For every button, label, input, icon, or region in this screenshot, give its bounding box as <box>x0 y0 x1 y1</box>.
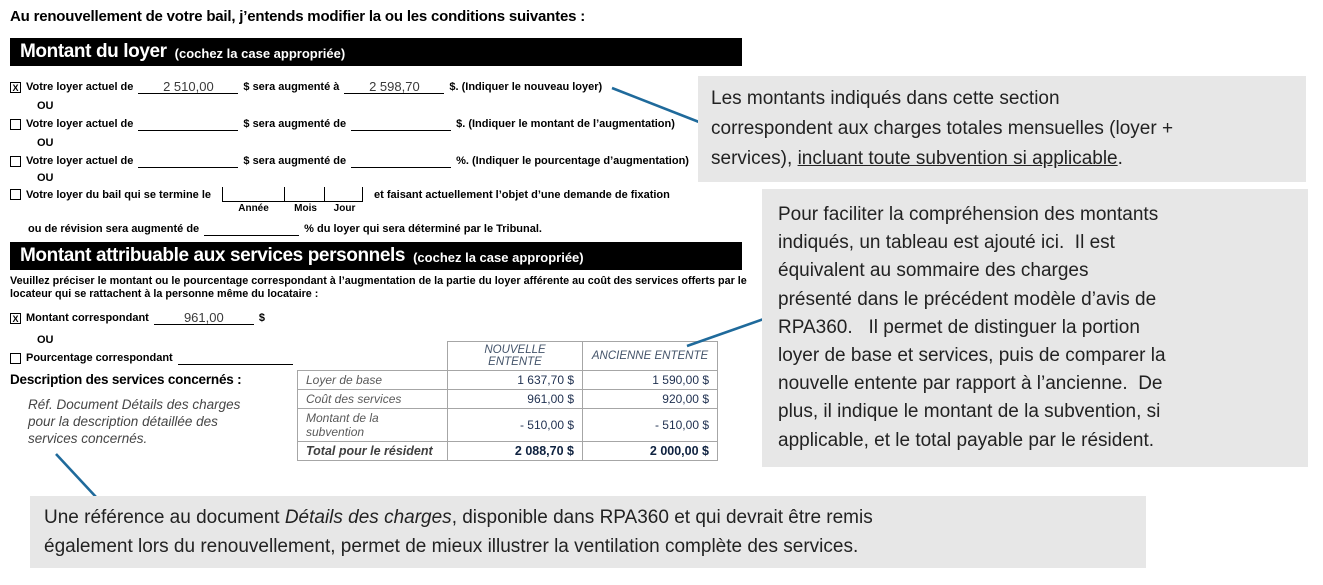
callout-text: . <box>1117 148 1123 169</box>
row1-pre-label: Votre loyer actuel de <box>26 81 134 93</box>
or-separator: OU <box>37 334 54 346</box>
row2-mid-label: $ sera augmenté de <box>243 118 347 130</box>
section1-title: Montant du loyer <box>20 41 167 62</box>
callout-line: Les montants indiqués dans cette section <box>711 88 1060 109</box>
table-row <box>298 409 718 442</box>
date-bracket[interactable] <box>222 187 363 202</box>
row3-pre-label: Votre loyer actuel de <box>26 155 134 167</box>
checkbox-services-amount[interactable]: X <box>10 313 21 324</box>
services-percent-label: Pourcentage correspondant <box>26 352 173 364</box>
callout-line: indiqués, un tableau est ajouté ici. Il est <box>778 232 1115 254</box>
checkbox-rent-increase-amount[interactable] <box>10 119 21 130</box>
callout-line: correspondent aux charges totales mensuelles (loyer + <box>711 118 1174 139</box>
callout-reference-details-charges <box>30 496 1146 568</box>
callout-line <box>711 144 1293 174</box>
callout-line: plus, il indique le montant de la subvention, si <box>778 401 1161 423</box>
checkbox-services-percent[interactable] <box>10 353 21 364</box>
callout-tableau-explication <box>762 189 1308 467</box>
date-label-month: Mois <box>294 203 317 214</box>
date-labels <box>222 203 363 214</box>
date-segment-day[interactable] <box>325 187 361 201</box>
row2-pre-label: Votre loyer actuel de <box>26 118 134 130</box>
callout-line: loyer de base et services, puis de comparer la <box>778 345 1166 367</box>
rent-option-row-new-amount <box>10 80 602 94</box>
cout-des-services-nouvelle: 961,00 $ <box>448 390 583 409</box>
document-intro-title: Au renouvellement de votre bail, j’entends modifier la ou les conditions suivantes : <box>10 8 585 25</box>
charges-comparison-table <box>297 341 718 461</box>
callout-underlined-text: incluant toute subvention si applicable <box>797 148 1118 169</box>
callout-line: présenté dans le précédent modèle d’avis de <box>778 288 1157 310</box>
subvention-ancienne: - 510,00 $ <box>583 409 718 442</box>
date-label-year: Année <box>238 203 269 214</box>
cout-des-services-ancienne: 920,00 $ <box>583 390 718 409</box>
table-header-row <box>298 342 718 371</box>
callout-line: Pour faciliter la compréhension des montants <box>778 204 1159 225</box>
or-separator: OU <box>37 100 54 112</box>
row2-post-label: $. (Indiquer le montant de l’augmentation) <box>456 118 675 130</box>
section2-instructions: Veuillez préciser le montant ou le pourcentage correspondant à l’augmentation de la partie du loyer afférente au coût des services offerts par le locateur qui se rattachent à la personne même du locataire : <box>10 275 747 300</box>
lease-end-date-field[interactable] <box>222 187 363 214</box>
current-rent-field-3[interactable] <box>138 154 238 168</box>
row4b-post-label: % du loyer qui sera déterminé par le Tribunal. <box>304 223 542 235</box>
checkbox-rent-increase-percent[interactable] <box>10 156 21 167</box>
row4-post-label: et faisant actuellement l’objet d’une demande de fixation <box>374 189 670 201</box>
section-header-montant-du-loyer <box>10 38 742 66</box>
services-percent-field[interactable] <box>178 351 293 365</box>
row4b-pre-label: ou de révision sera augmenté de <box>28 223 200 235</box>
increase-amount-field[interactable] <box>351 117 451 131</box>
loyer-de-base-ancienne: 1 590,00 $ <box>583 371 718 390</box>
callout-line: nouvelle entente par rapport à l’ancienne. De <box>778 373 1163 395</box>
row1-post-label: $. (Indiquer le nouveau loyer) <box>449 81 603 93</box>
callout-montants-section <box>698 76 1306 182</box>
services-amount-row <box>10 311 265 325</box>
row3-mid-label: $ sera augmenté de <box>243 155 347 167</box>
services-amount-field[interactable]: 961,00 <box>154 311 254 325</box>
row-label-loyer-de-base: Loyer de base <box>298 371 448 390</box>
callout-text: , disponible dans RPA360 et qui devrait être remis <box>451 507 873 528</box>
callout-line: également lors du renouvellement, permet de mieux illustrer la ventilation complète des services. <box>44 536 859 557</box>
current-rent-field[interactable]: 2 510,00 <box>138 80 238 94</box>
services-amount-label: Montant correspondant <box>26 312 149 324</box>
rent-option-row-increase-amount <box>10 117 675 131</box>
services-description-heading: Description des services concernés : <box>10 372 242 387</box>
increase-percent-field[interactable] <box>351 154 451 168</box>
checkbox-rent-fixation[interactable] <box>10 189 21 200</box>
table-header-nouvelle-entente: NOUVELLE ENTENTE <box>448 342 583 371</box>
loyer-de-base-nouvelle: 1 637,70 $ <box>448 371 583 390</box>
row-label-cout-des-services: Coût des services <box>298 390 448 409</box>
total-nouvelle: 2 088,70 $ <box>448 442 583 461</box>
checkbox-rent-new-amount[interactable]: X <box>10 82 21 93</box>
date-segment-year[interactable] <box>223 187 285 201</box>
table-header-ancienne-entente: ANCIENNE ENTENTE <box>583 342 718 371</box>
rent-fixation-percent-row <box>28 222 542 236</box>
section-header-services-personnels <box>10 242 742 270</box>
row-label-total-resident: Total pour le résident <box>298 442 448 461</box>
tribunal-percent-field[interactable] <box>204 222 299 236</box>
services-percent-row <box>10 351 307 365</box>
callout-line: équivalent au sommaire des charges <box>778 260 1089 282</box>
table-row <box>298 371 718 390</box>
section1-note: (cochez la case appropriée) <box>174 45 346 61</box>
callout-line <box>44 503 1132 532</box>
section2-title: Montant attribuable aux services personnels <box>20 245 406 266</box>
or-separator: OU <box>37 172 54 184</box>
subvention-nouvelle: - 510,00 $ <box>448 409 583 442</box>
date-label-day: Jour <box>333 203 356 214</box>
rent-option-row-increase-percent <box>10 154 689 168</box>
callout3-connector-line <box>56 454 96 497</box>
table-total-row <box>298 442 718 461</box>
services-amount-unit: $ <box>258 312 265 324</box>
new-rent-field[interactable]: 2 598,70 <box>344 80 444 94</box>
or-separator: OU <box>37 137 54 149</box>
row3-post-label: %. (Indiquer le pourcentage d’augmentation) <box>456 155 689 167</box>
callout-line: applicable, et le total payable par le résident. <box>778 429 1155 451</box>
table-row <box>298 390 718 409</box>
table-empty-corner-cell <box>298 342 448 371</box>
current-rent-field-2[interactable] <box>138 117 238 131</box>
rent-option-row-fixation <box>10 187 670 214</box>
row1-mid-label: $ sera augmenté à <box>243 81 340 93</box>
date-segment-month[interactable] <box>285 187 325 201</box>
callout-text: Une référence au document <box>44 507 285 528</box>
callout-text: services), <box>711 148 798 169</box>
callout-line: RPA360. Il permet de distinguer la portion <box>778 316 1140 338</box>
row4-pre-label: Votre loyer du bail qui se termine le <box>26 189 212 201</box>
row-label-montant-subvention: Montant de la subvention <box>298 409 448 442</box>
services-description-reference: Réf. Document Détails des charges pour la description détaillée des services concernés. <box>28 397 241 446</box>
total-ancienne: 2 000,00 $ <box>583 442 718 461</box>
callout-italic-text: Détails des charges <box>284 507 452 528</box>
section2-note: (cochez la case appropriée) <box>413 249 584 265</box>
